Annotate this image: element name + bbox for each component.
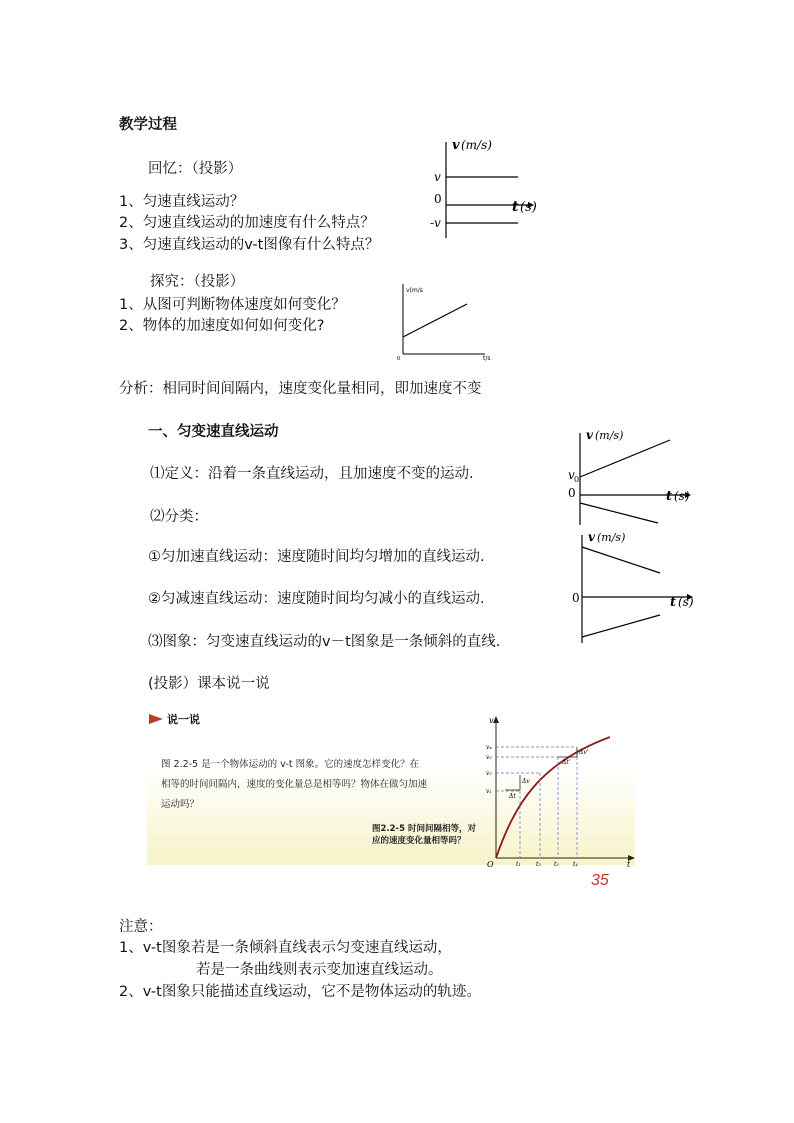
curve-t3: t₃ [554, 861, 559, 868]
classification-text: ⑵分类： [150, 509, 208, 525]
curve-v4: v₄ [486, 744, 492, 751]
graph2-ylabel: v(m/s [406, 287, 423, 294]
graph3-xlabel: t [666, 489, 673, 504]
accel-text: ①匀加速直线运动：速度随时间均匀增加的直线运动. [148, 549, 485, 565]
recall-item-3: 3、匀速直线运动的v-t图像有什么特点？ [119, 237, 380, 253]
graph1-zero: 0 [434, 192, 442, 206]
curve-dt: Δt [509, 793, 516, 800]
graph-text: ⑶图象：匀变速直线运动的v－t图象是一条倾斜的直线. [148, 634, 501, 650]
curve-v2: v₂ [486, 770, 492, 777]
paragraph-line: 相等的时间间隔内，速度的变化量总是相等吗？物体在做匀加速 [161, 779, 428, 790]
banner-label: 说一说 [167, 713, 200, 726]
graph1-yunit: (m/s) [461, 138, 492, 152]
paragraph-line: 运动吗？ [161, 799, 200, 810]
page-number: 35 [591, 872, 609, 889]
graph1-ylabel: v [452, 138, 460, 153]
explore-heading: 探究：（投影） [150, 274, 245, 290]
page-title: 教学过程 [119, 117, 177, 133]
notes-line-1b: 若是一条曲线则表示变加速直线运动。 [196, 962, 443, 978]
caption-line: 应的速度变化量相等吗？ [372, 836, 466, 846]
graph1-xunit: (s) [520, 200, 537, 215]
curve-dv-prime: Δv' [579, 749, 589, 756]
recall-item-2: 2、匀速直线运动的加速度有什么特点？ [119, 215, 375, 231]
graph3-v0-sub: 0 [574, 475, 580, 484]
textbook-panel [147, 705, 635, 869]
curve-t4: t₄ [573, 861, 578, 868]
graph2-origin: 0 [397, 356, 401, 362]
graph1-vneg: -v [430, 216, 441, 230]
definition-text: ⑴定义：沿着一条直线运动，且加速度不变的运动. [150, 466, 474, 482]
explore-item-1: 1、从图可判断物体速度如何变化？ [119, 297, 346, 313]
graph1-xlabel: t [512, 199, 519, 215]
analysis-text: 分析：相同时间间隔内，速度变化量相同，即加速度不变 [119, 381, 482, 397]
graph1-vpos: v [434, 170, 441, 184]
curve-v1: v₁ [486, 788, 492, 795]
curve-v-axis: v [489, 716, 494, 725]
graph4-xlabel: t [670, 595, 677, 610]
speak-banner [149, 711, 200, 727]
paragraph-line: 图 2.2-5 是一个物体运动的 v-t 图象。它的速度怎样变化？在 [161, 759, 420, 770]
recall-heading: 回忆：（投影） [148, 161, 243, 177]
graph4-zero: 0 [572, 591, 580, 605]
notes-line-1: 1、v-t图象若是一条倾斜直线表示匀变速直线运动， [119, 940, 452, 956]
caption-line: 图2.2-5 时间间隔相等，对 [372, 824, 476, 834]
graph4-yunit: (m/s) [597, 531, 626, 544]
explore-item-2: 2、物体的加速度如何如何变化? [119, 318, 325, 334]
curve-t1: t₁ [516, 861, 521, 868]
graph-uniform-velocity [408, 132, 548, 242]
graph2-xlabel: t/s [483, 355, 491, 362]
banner-arrow-icon [149, 714, 163, 724]
graph4-ylabel: v [588, 530, 595, 544]
graph3-yunit: (m/s) [595, 429, 624, 442]
curve-t2: t₂ [536, 861, 541, 868]
notes-line-2: 2、v-t图象只能描述直线运动，它不是物体运动的轨迹。 [119, 984, 481, 1000]
textbook-paragraph [161, 755, 427, 815]
recall-item-1: 1、匀速直线运动？ [119, 194, 245, 210]
graph4-xunit: (s) [678, 595, 694, 609]
figure-caption [372, 823, 476, 847]
graph-increasing-velocity [395, 280, 500, 365]
graph3-xunit: (s) [674, 489, 690, 503]
graph3-v0: v [568, 468, 575, 482]
curve-t-axis: t [627, 860, 631, 869]
curve-v3: v₃ [486, 754, 492, 761]
section-heading: 一、匀变速直线运动 [148, 424, 279, 440]
projection-text: (投影）课本说一说 [148, 676, 270, 692]
graph-uniform-deceleration [560, 527, 700, 647]
curve-dv: Δv [522, 778, 530, 785]
curve-dt-prime: Δt' [562, 759, 571, 766]
textbook-vt-curve [485, 713, 635, 869]
decel-text: ②匀减速直线运动：速度随时间均匀减小的直线运动. [148, 591, 485, 607]
curve-origin: O [487, 860, 494, 869]
notes-heading: 注意： [119, 919, 163, 935]
graph3-zero: 0 [568, 486, 576, 500]
graph-uniform-acceleration [560, 425, 700, 530]
graph3-ylabel: v [586, 428, 593, 442]
